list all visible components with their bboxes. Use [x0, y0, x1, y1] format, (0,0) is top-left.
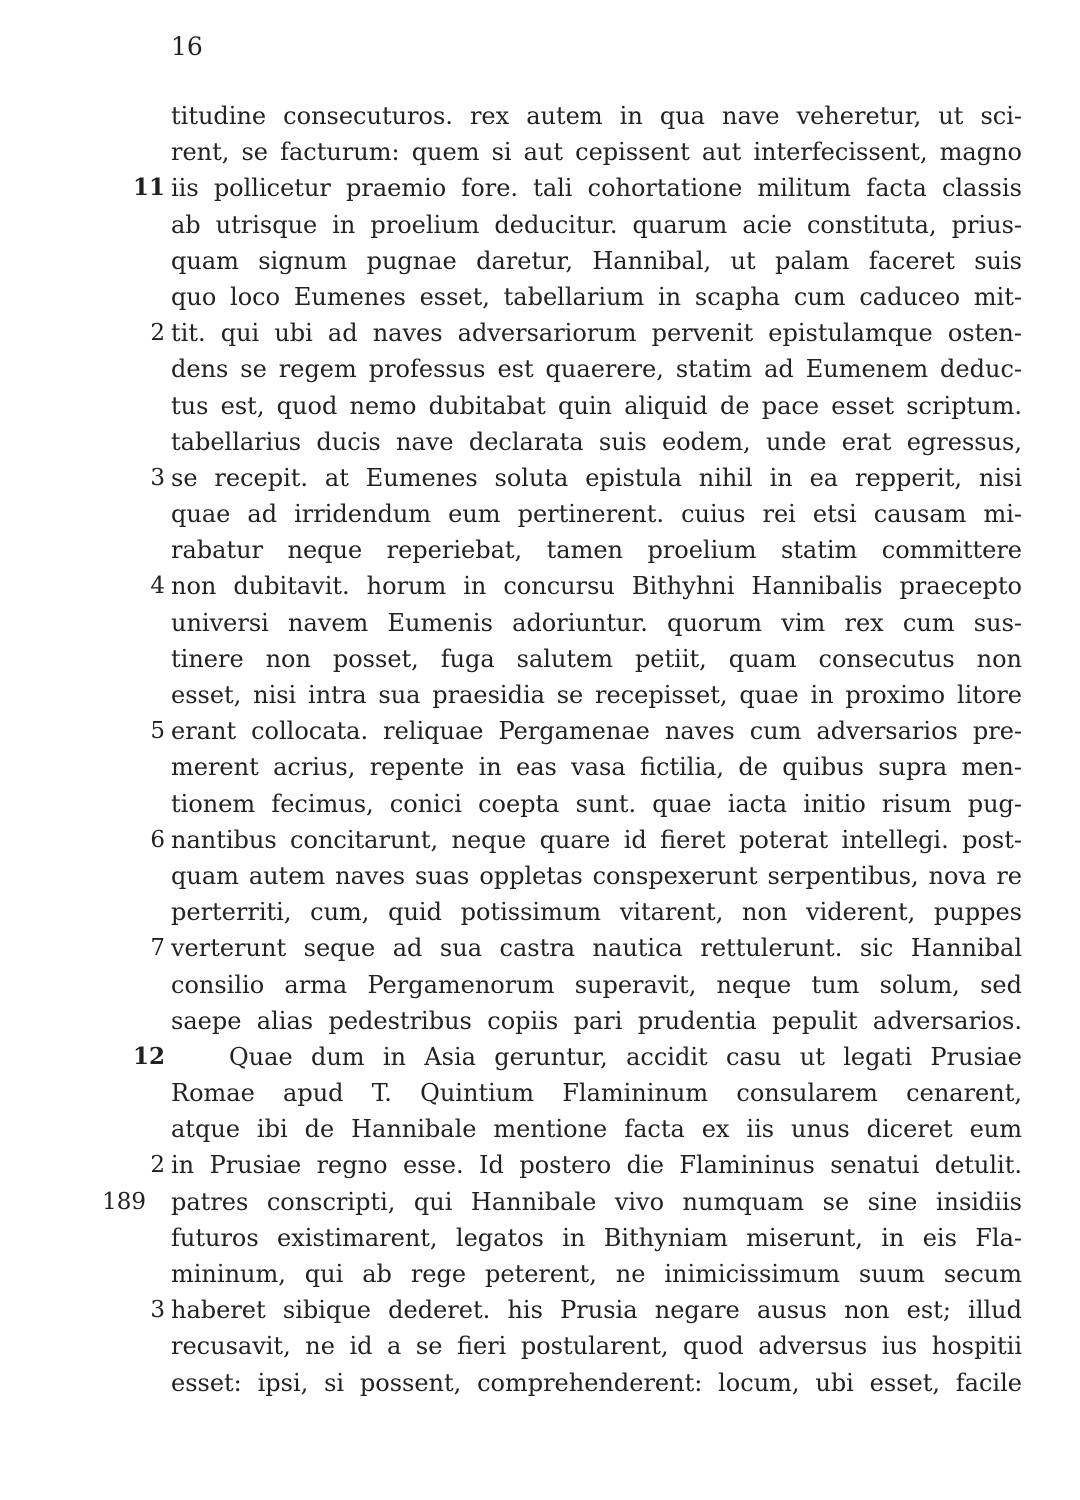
text-line [150, 1147, 1022, 1183]
section-number: 6 [150, 826, 165, 853]
line-text: patres conscripti, qui Hannibale vivo numquam se sine insidiis [171, 1187, 1022, 1216]
section-number: 4 [150, 573, 165, 600]
text-line [150, 315, 1022, 351]
text-line [150, 930, 1022, 966]
text-line [171, 243, 1022, 279]
line-text: Romae apud T. Quintium Flamininum consularem cenarent, [171, 1079, 1022, 1108]
text-line [150, 568, 1022, 604]
line-text: perterriti, cum, quid potissimum vitarent, non viderent, puppes [171, 898, 1022, 927]
text-line [171, 1111, 1022, 1147]
line-text: iis pollicetur praemio fore. tali cohortatione militum facta classis [171, 174, 1022, 203]
line-text: merent acrius, repente in eas vasa fictilia, de quibus supra men- [171, 753, 1022, 782]
text-line [171, 532, 1022, 568]
text-line [171, 894, 1022, 930]
line-text: futuros existimarent, legatos in Bithyniam miserunt, in eis Fla- [171, 1223, 1022, 1252]
text-line [150, 822, 1022, 858]
line-text: quam signum pugnae daretur, Hannibal, ut palam faceret suis [171, 246, 1022, 275]
text-line [102, 1184, 1022, 1220]
section-number: 3 [150, 1297, 165, 1324]
section-number: 2 [150, 1152, 165, 1179]
body-text [102, 98, 1022, 1401]
text-line [171, 786, 1022, 822]
line-text: ab utrisque in proelium deducitur. quarum acie constituta, prius- [171, 210, 1022, 239]
line-text: atque ibi de Hannibale mentione facta ex iis unus diceret eum [171, 1115, 1022, 1144]
line-text: tionem fecimus, conici coepta sunt. quae iacta initio risum pug- [171, 789, 1022, 818]
text-line [171, 207, 1022, 243]
line-text: haberet sibique dederet. his Prusia negare ausus non est; illud [171, 1296, 1022, 1325]
section-number: 2 [150, 320, 165, 347]
line-text: in Prusiae regno esse. Id postero die Flamininus senatui detulit. [171, 1151, 1022, 1180]
line-text: recusavit, ne id a se fieri postularent, quod adversus ius hospitii [171, 1332, 1022, 1361]
text-line [171, 1328, 1022, 1364]
line-text: erant collocata. reliquae Pergamenae naves cum adversarios pre- [171, 717, 1022, 746]
line-text: quam autem naves suas oppletas conspexerunt serpentibus, nova re [171, 861, 1022, 890]
line-text: mininum, qui ab rege peterent, ne inimicissimum suum secum [171, 1260, 1022, 1288]
page-number: 16 [171, 32, 203, 61]
text-line [171, 351, 1022, 387]
line-text: dens se regem professus est quaerere, statim ad Eumenem deduc- [171, 355, 1022, 384]
text-line [150, 1292, 1022, 1328]
text-line [171, 134, 1022, 170]
text-line [171, 279, 1022, 315]
line-text: consilio arma Pergamenorum superavit, neque tum solum, sed [171, 970, 1022, 999]
text-line [171, 1075, 1022, 1111]
text-line [132, 1039, 1022, 1075]
line-text: non dubitavit. horum in concursu Bithyhni Hannibalis praecepto [171, 572, 1022, 601]
line-text: quae ad irridendum eum pertinerent. cuius rei etsi causam mi- [171, 500, 1022, 529]
line-text: se recepit. at Eumenes soluta epistula nihil in ea repperit, nisi [171, 463, 1022, 492]
line-text: rent, se facturum: quem si aut cepissent aut interfecissent, magno [171, 138, 1022, 167]
text-line [171, 98, 1022, 134]
text-line [171, 967, 1022, 1003]
text-line [171, 1003, 1022, 1039]
line-text: rabatur neque reperiebat, tamen proelium statim committere [171, 536, 1022, 565]
text-line [171, 1365, 1022, 1401]
text-line [171, 605, 1022, 641]
text-line [171, 749, 1022, 785]
text-line [171, 388, 1022, 424]
text-line [171, 1220, 1022, 1256]
line-text: esset, nisi intra sua praesidia se recepisset, quae in proximo litore [171, 681, 1022, 709]
line-text: tit. qui ubi ad naves adversariorum pervenit epistulamque osten- [171, 319, 1022, 348]
text-line [171, 424, 1022, 460]
line-text: quo loco Eumenes esset, tabellarium in scapha cum caduceo mit- [171, 282, 1022, 311]
line-text: nantibus concitarunt, neque quare id fieret poterat intellegi. post- [171, 825, 1022, 854]
line-text: tinere non posset, fuga salutem petiit, quam consecutus non [171, 644, 1022, 673]
section-number: 7 [150, 935, 165, 962]
text-line [171, 1256, 1022, 1292]
text-line [171, 858, 1022, 894]
section-number: 5 [150, 718, 165, 745]
text-line [171, 641, 1022, 677]
line-text: tabellarius ducis nave declarata suis eodem, unde erat egressus, [171, 427, 1022, 456]
text-line [171, 496, 1022, 532]
line-text: Quae dum in Asia geruntur, accidit casu ut legati Prusiae [229, 1042, 1022, 1071]
text-line [150, 713, 1022, 749]
text-line [132, 170, 1022, 206]
margin-year: 189 [102, 1188, 146, 1215]
chapter-number: 12 [132, 1042, 165, 1070]
text-line [171, 677, 1022, 713]
line-text: verterunt seque ad sua castra nautica rettulerunt. sic Hannibal [171, 934, 1022, 963]
line-text: titudine consecuturos. rex autem in qua nave veheretur, ut sci- [171, 102, 1022, 130]
text-line [150, 460, 1022, 496]
section-number: 3 [150, 464, 165, 491]
chapter-number: 11 [132, 174, 165, 202]
line-text: universi navem Eumenis adoriuntur. quorum vim rex cum sus- [171, 608, 1022, 637]
line-text: tus est, quod nemo dubitabat quin aliquid de pace esset scriptum. [171, 391, 1022, 420]
line-text: esset: ipsi, si possent, comprehenderent: locum, ubi esset, facile [171, 1368, 1022, 1397]
line-text: saepe alias pedestribus copiis pari prudentia pepulit adversarios. [171, 1006, 1022, 1035]
